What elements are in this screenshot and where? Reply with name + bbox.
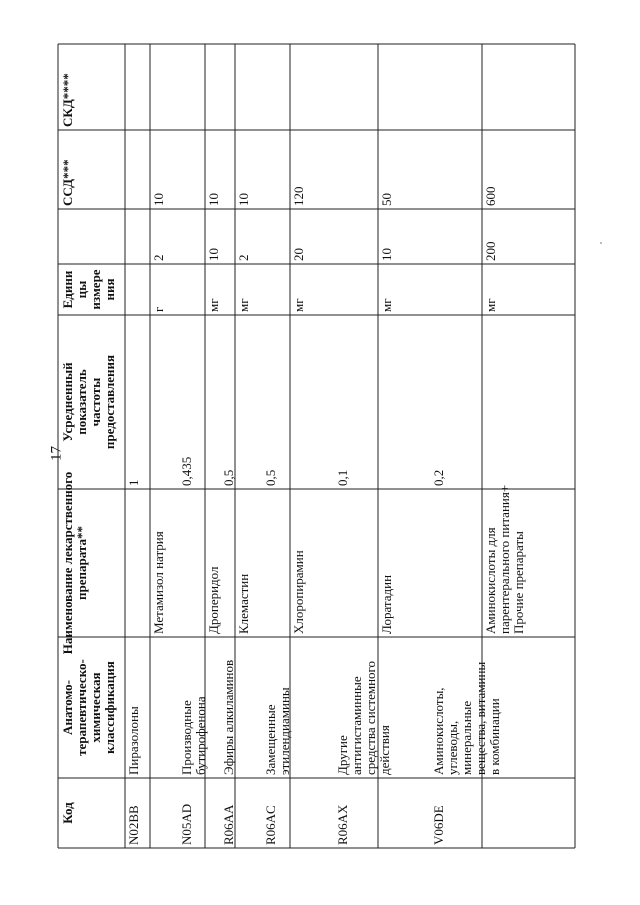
header-units: ния <box>102 278 117 301</box>
row-ssd: 10 <box>206 248 221 261</box>
row-frequency: 0,435 <box>179 456 194 486</box>
row-ssd: 20 <box>291 248 306 261</box>
row-atc-group: Замещенные <box>263 704 278 775</box>
row-atc-group: Эфиры алкиламинов <box>221 659 236 775</box>
row-unit: мг <box>379 298 394 312</box>
row-skd: 10 <box>206 193 221 206</box>
header-frequency: предоставления <box>102 354 117 450</box>
row-atc-group: средства системного <box>363 660 378 775</box>
row-ssd: 10 <box>379 248 394 261</box>
header-units: измере <box>88 269 103 310</box>
row-drug-name: Лоратадин <box>379 574 394 634</box>
row-code: R06AA <box>221 804 236 845</box>
row-atc-group: антигистаминные <box>349 676 364 775</box>
header-atc-classification: терапевтическо- <box>74 659 89 756</box>
row-drug-name: Метамизол натрия <box>151 531 166 634</box>
row-skd: 50 <box>379 193 394 206</box>
row-unit: мг <box>206 298 221 312</box>
row-atc-group: в комбинации <box>487 698 502 775</box>
row-atc-group: этилендиамины <box>277 687 292 775</box>
row-frequency: 1 <box>126 479 141 486</box>
header-ssd: ССД*** <box>60 159 75 206</box>
row-drug-name: парентерального питания+ <box>497 484 512 634</box>
row-frequency: 0,5 <box>263 469 278 486</box>
header-units: Едини <box>60 270 75 309</box>
row-code: V06DE <box>431 805 446 845</box>
page-number: 17 <box>48 446 65 461</box>
header-drug-name: препарата** <box>74 526 89 600</box>
row-frequency: 0,5 <box>221 469 236 486</box>
row-ssd: 2 <box>151 254 166 261</box>
row-code: N02BB <box>126 805 141 845</box>
header-atc-classification: химическая <box>88 672 103 743</box>
row-unit: мг <box>291 298 306 312</box>
header-frequency: частоты <box>88 377 103 427</box>
header-atc-classification: классификация <box>102 661 117 754</box>
row-skd: 10 <box>236 193 251 206</box>
row-frequency: 0,2 <box>431 469 446 486</box>
row-atc-group: бутирофенона <box>193 696 208 775</box>
header-units: цы <box>74 280 89 299</box>
row-drug-name: Хлоропирамин <box>291 550 306 634</box>
header-frequency: Усредненный <box>60 362 75 442</box>
row-atc-group: углеводы, <box>445 720 460 775</box>
header-atc-classification: Анатомо- <box>60 679 75 736</box>
row-ssd: 2 <box>236 254 251 261</box>
row-drug-name: Аминокислоты для <box>483 527 498 634</box>
row-drug-name: Прочие препараты <box>511 531 526 634</box>
header-frequency: показатель <box>74 369 89 435</box>
row-unit: г <box>151 306 166 312</box>
row-atc-group: Аминокислоты, <box>431 687 446 775</box>
row-code: N05AD <box>179 803 194 845</box>
row-skd: 600 <box>483 186 498 206</box>
row-atc-group: Производные <box>179 700 194 775</box>
row-drug-name: Дроперидол <box>206 566 221 634</box>
header-skd: СКД**** <box>60 73 75 127</box>
row-skd: 120 <box>291 186 306 206</box>
row-skd: 10 <box>151 193 166 206</box>
row-unit: мг <box>483 298 498 312</box>
row-atc-group: действия <box>377 725 392 775</box>
row-unit: мг <box>236 298 251 312</box>
header-drug-name: Наименование лекарственного <box>60 471 75 655</box>
header-code: Код <box>60 802 75 824</box>
row-atc-group: минеральные <box>459 700 474 775</box>
row-code: R06AX <box>335 804 350 845</box>
row-drug-name: Клемастин <box>236 573 251 634</box>
row-ssd: 200 <box>483 241 498 261</box>
row-atc-group: Пиразолоны <box>126 706 141 775</box>
row-atc-group: Другие <box>335 735 350 775</box>
row-frequency: 0,1 <box>335 469 350 486</box>
row-atc-group: вещества, витамины <box>473 661 488 775</box>
row-code: R06AC <box>263 805 278 845</box>
